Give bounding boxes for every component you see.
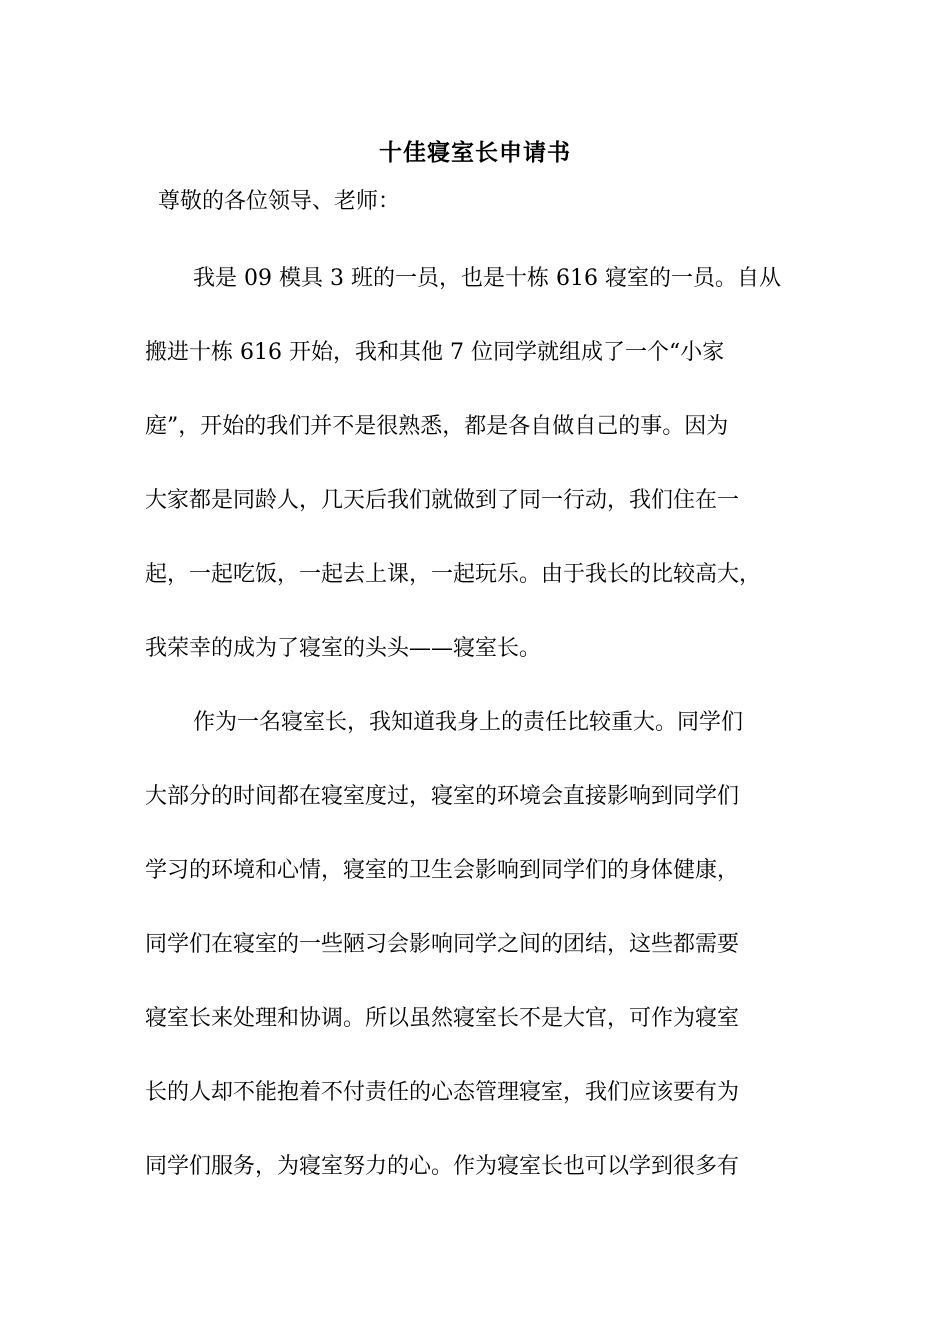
document-body [145,242,845,1204]
body-line: 寝室长来处理和协调。所以虽然寝室长不是大官，可作为寝室 [145,1006,740,1031]
body-line: 我荣幸的成为了寝室的头头——寝室长。 [145,636,542,661]
body-line: 同学们服务，为寝室努力的心。作为寝室长也可以学到很多有 [145,1154,740,1179]
body-line: 大家都是同龄人，几天后我们就做到了同一行动，我们住在一 [145,488,740,513]
body-line: 搬进十栋 616 开始，我和其他 7 位同学就组成了一个“小家 [145,340,725,365]
body-line: 庭”，开始的我们并不是很熟悉，都是各自做自己的事。因为 [145,414,729,439]
salutation: 尊敬的各位领导、老师： [158,189,401,214]
body-line: 起，一起吃饭，一起去上课，一起玩乐。由于我长的比较高大， [145,562,762,587]
document-title: 十佳寝室长申请书 [379,139,571,166]
body-line: 作为一名寝室长，我知道我身上的责任比较重大。同学们 [193,710,744,735]
body-line: 大部分的时间都在寝室度过，寝室的环境会直接影响到同学们 [145,784,740,809]
body-line: 同学们在寝室的一些陋习会影响同学之间的团结，这些都需要 [145,932,740,957]
body-line: 我是 09 模具 3 班的一员，也是十栋 616 寝室的一员。自从 [193,266,781,291]
body-line: 学习的环境和心情，寝室的卫生会影响到同学们的身体健康， [145,858,740,883]
body-line: 长的人却不能抱着不付责任的心态管理寝室，我们应该要有为 [145,1080,740,1105]
